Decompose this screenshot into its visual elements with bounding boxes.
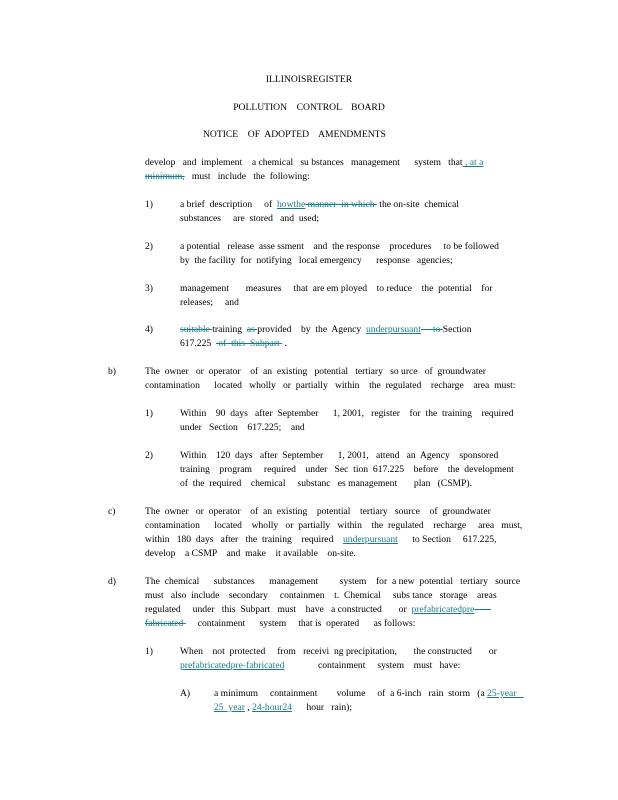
text-run: to Section 617.225, [397,534,497,545]
section-b-sub-2-number: 2) [145,450,153,461]
section-b-label: b) [108,366,116,377]
text-run: . [282,338,287,349]
text-run: Section [442,324,472,335]
section-b-sub-2-line-3: of the required chemical substanc es management plan (CSMP). [180,478,473,489]
text-run: 617.225 [180,338,216,349]
text-run: a minimum containment volume of a 6-inch rain storm (a [214,688,488,699]
section-d-label: d) [108,576,116,587]
subitem-a-line-2 [214,701,352,715]
text-run: develop and implement a chemical su bstances management system that [145,157,463,168]
section-d-sub-1-number: 1) [145,646,153,657]
section-c-line-1: The owner or operator of an existing potential tertiary source of groundwater [145,506,491,517]
inserted-text: underpursuant [366,324,421,335]
text-run: containment system must have: [284,660,461,671]
section-c-line-3 [145,533,496,547]
text-run: must include the following: [184,171,310,182]
section-d-line-3 [145,603,491,617]
section-b-sub-2-line-1: Within 120 days after September 1, 2001, attend an Agency sponsored [180,450,499,461]
text-run: regulated under this Subpart must have a constructed or [145,604,412,615]
subitem-a-line-1 [214,687,524,701]
inserted-text: 25-year [487,688,524,699]
text-run: the on-site chemical [376,199,459,210]
item-2-line-1: a potential release asse ssment and the response procedures to be followed [180,241,499,252]
register-title: ILLINOISREGISTER [265,74,353,85]
section-d-line-4 [145,617,415,631]
deleted-text [474,604,491,615]
inserted-text: prefabricatedpre [411,604,475,615]
item-1-number: 1) [145,199,153,210]
item-4-line-2 [180,337,287,351]
item-3-number: 3) [145,283,153,294]
item-4-number: 4) [145,324,153,335]
section-c-line-4: develop a CSMP and make it available on-site. [145,548,356,559]
item-1-line-2: substances are stored and used; [180,213,320,224]
text-run: hour rain); [292,702,353,713]
board-title: POLLUTION CONTROL BOARD [233,102,385,113]
item-3-line-2: releases; and [180,297,239,308]
deleted-text: as [246,324,258,335]
text-run: provided by the Agency [257,324,366,335]
section-d-sub-1-line-1: When not protected from receivi ng precipitation, the constructed or [180,646,497,657]
inserted-text: 25 year [214,702,245,713]
item-2-line-2: by the facility for notifying local emergency response agencies; [180,255,453,266]
text-run: within 180 days after the training required [145,534,343,545]
inserted-text: , at a [462,157,484,168]
section-b-sub-1-number: 1) [145,408,153,419]
section-b-line-1: The owner or operator of an existing potential tertiary so urce of groundwater [145,366,487,377]
item-1-line-1 [180,198,459,212]
deleted-text: to [420,324,443,335]
intro-line-2 [145,170,310,184]
inserted-text: 24-hour24 [252,702,293,713]
inserted-text: prefabricatedpre-fabricated [180,660,285,671]
text-run: a brief description of [180,199,277,210]
deleted-text: manner in which [305,199,377,210]
text-run: training [212,324,247,335]
item-2-number: 2) [145,241,153,252]
deleted-text: suitable [180,324,213,335]
subitem-a-label: A) [180,688,191,699]
text-run: , [244,702,253,713]
deleted-text: minimum, [145,171,185,182]
notice-title: NOTICE OF ADOPTED AMENDMENTS [203,129,386,140]
section-b-sub-1-line-1: Within 90 days after September 1, 2001, register for the training required [180,408,514,419]
item-3-line-1: management measures that are em ployed to reduce the potential for [180,283,493,294]
section-b-line-2: contamination located wholly or partially within the regulated recharge area must: [145,380,516,391]
section-d-line-2: must also include secondary containmen t. Chemical subs tance storage areas [145,590,497,601]
section-d-line-1: The chemical substances management system for a new potential tertiary source [145,576,521,587]
section-c-line-2: contamination located wholly or partially within the regulated recharge area must, [145,520,523,531]
section-c-label: c) [108,506,116,517]
section-d-sub-1-line-2 [180,659,460,673]
section-b-sub-1-line-2: under Section 617.225; and [180,422,305,433]
inserted-text: underpursuant [342,534,398,545]
section-b-sub-2-line-2: training program required under Sec tion 617.225 before the development [180,464,514,475]
text-run: containment system that is operated as follows: [185,618,416,629]
intro-line-1 [145,156,483,170]
item-4-line-1 [180,323,472,337]
deleted-text: fabricated [145,618,186,629]
deleted-text: of this Subpart [215,338,283,349]
inserted-text: howthe [276,199,306,210]
